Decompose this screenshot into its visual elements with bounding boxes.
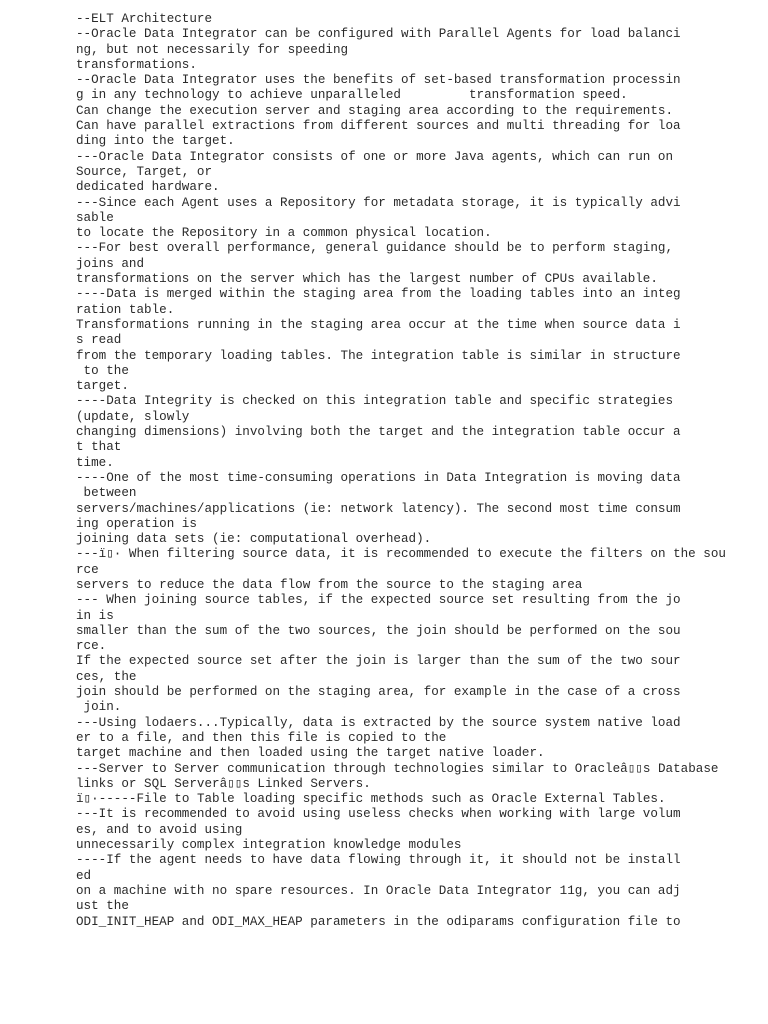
text-line: ---Server to Server communication through technologies similar to Oracleâ▯▯s Database [76,761,719,776]
text-line: on a machine with no spare resources. In Oracle Data Integrator 11g, you can adj [76,883,681,898]
text-line: target machine and then loaded using the target native loader. [76,746,545,761]
text-line: transformations on the server which has the largest number of CPUs available. [76,272,658,287]
text-line: --Oracle Data Integrator can be configured with Parallel Agents for load balanci [76,27,681,42]
text-line: --Oracle Data Integrator uses the benefits of set-based transformation processin [76,73,681,88]
text-line: Can have parallel extractions from different sources and multi threading for loa [76,119,681,134]
text-line: joins and [76,256,145,271]
text-line: between [76,486,137,501]
text-line: t that [76,440,122,455]
text-line: to the [76,363,129,378]
text-line: transformations. [76,57,197,72]
text-line: Can change the execution server and staging area according to the requirements. [76,103,674,118]
text-line: rce. [76,639,107,654]
text-line: ces, the [76,669,137,684]
text-line: changing dimensions) involving both the target and the integration table occur a [76,425,681,440]
text-line: from the temporary loading tables. The integration table is similar in structure [76,348,681,363]
text-line: in is [76,608,114,623]
text-line: smaller than the sum of the two sources, the join should be performed on the sou [76,623,681,638]
text-line: ed [76,868,92,883]
text-line: ---Since each Agent uses a Repository for metadata storage, it is typically advi [76,195,681,210]
text-line: joining data sets (ie: computational overhead). [76,532,432,547]
text-line: ding into the target. [76,134,235,149]
text-line: dedicated hardware. [76,180,220,195]
text-line: ration table. [76,302,175,317]
text-line: es, and to avoid using [76,822,243,837]
text-line: ---Oracle Data Integrator consists of one or more Java agents, which can run on [76,149,674,164]
text-line: links or SQL Serverâ▯▯s Linked Servers. [76,776,371,791]
document-page [76,12,756,930]
text-line: er to a file, and then this file is copied to the [76,730,447,745]
text-line: If the expected source set after the join is larger than the sum of the two sour [76,654,681,669]
text-line: target. [76,379,129,394]
text-line: ---Using lodaers...Typically, data is extracted by the source system native load [76,715,681,730]
text-line: ing operation is [76,516,197,531]
text-line: unnecessarily complex integration knowledge modules [76,838,462,853]
text-line: g in any technology to achieve unparalleled transformation speed. [76,88,628,103]
text-line: s read [76,333,122,348]
text-line: ï▯·-----File to Table loading specific methods such as Oracle External Tables. [76,792,666,807]
text-line: ust the [76,899,129,914]
text-line: Transformations running in the staging area occur at the time when source data i [76,317,681,332]
text-line: ----One of the most time-consuming operations in Data Integration is moving data [76,470,681,485]
text-line: ODI_INIT_HEAP and ODI_MAX_HEAP parameters in the odiparams configuration file to [76,914,681,929]
text-line: join should be performed on the staging area, for example in the case of a cross [76,685,681,700]
text-line: servers to reduce the data flow from the source to the staging area [76,577,583,592]
text-line: sable [76,210,114,225]
text-line: join. [76,700,122,715]
text-line: to locate the Repository in a common physical location. [76,226,492,241]
text-line: (update, slowly [76,409,190,424]
text-line: ---For best overall performance, general guidance should be to perform staging, [76,241,674,256]
text-line: rce [76,562,99,577]
text-line: ---ï▯· When filtering source data, it is recommended to execute the filters on the sou [76,547,726,562]
text-line: ng, but not necessarily for speeding [76,42,349,57]
text-line: time. [76,455,114,470]
text-line: ---It is recommended to avoid using useless checks when working with large volum [76,807,681,822]
text-line: ----Data Integrity is checked on this integration table and specific strategies [76,394,674,409]
text-line: ----Data is merged within the staging area from the loading tables into an integ [76,287,681,302]
text-line: servers/machines/applications (ie: network latency). The second most time consum [76,501,681,516]
text-line: --ELT Architecture [76,12,213,26]
text-line: Source, Target, or [76,164,213,179]
text-line: ----If the agent needs to have data flowing through it, it should not be install [76,853,681,868]
text-line: --- When joining source tables, if the expected source set resulting from the jo [76,593,681,608]
